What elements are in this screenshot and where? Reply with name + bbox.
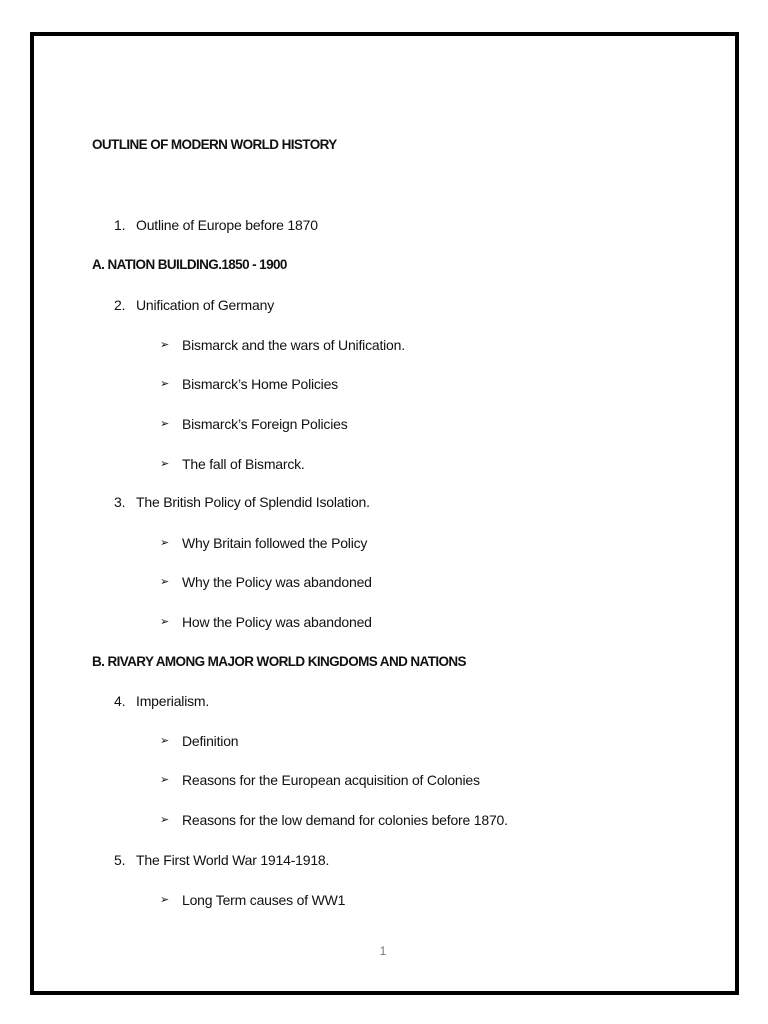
bullet-text: Why the Policy was abandoned	[182, 574, 372, 590]
bullet-text: Reasons for the European acquisition of Colonies	[182, 772, 480, 788]
bullet-text: Bismarck’s Home Policies	[182, 376, 338, 392]
item-text: Unification of Germany	[136, 297, 274, 313]
item-number: 5.	[114, 852, 126, 868]
item-text: Imperialism.	[136, 693, 210, 709]
arrow-bullet-icon: ➢	[160, 576, 170, 588]
page-number: 1	[379, 944, 387, 958]
section-heading: A. NATION BUILDING.1850 - 1900	[92, 257, 287, 272]
bullet-text: Why Britain followed the Policy	[182, 535, 368, 551]
bullet-text: How the Policy was abandoned	[182, 614, 372, 630]
item-number: 1.	[114, 217, 126, 233]
item-number: 4.	[114, 693, 126, 709]
item-text: The First World War 1914-1918.	[136, 852, 330, 868]
arrow-bullet-icon: ➢	[160, 894, 170, 906]
item-number: 3.	[114, 494, 126, 510]
arrow-bullet-icon: ➢	[160, 418, 170, 430]
item-text: The British Policy of Splendid Isolation.	[136, 494, 370, 510]
arrow-bullet-icon: ➢	[160, 774, 170, 786]
arrow-bullet-icon: ➢	[160, 537, 170, 549]
document-title: OUTLINE OF MODERN WORLD HISTORY	[92, 137, 337, 152]
bullet-text: Bismarck’s Foreign Policies	[182, 416, 348, 432]
document-page	[30, 32, 739, 995]
item-number: 2.	[114, 297, 126, 313]
bullet-text: The fall of Bismarck.	[182, 456, 305, 472]
bullet-text: Long Term causes of WW1	[182, 892, 346, 908]
arrow-bullet-icon: ➢	[160, 616, 170, 628]
arrow-bullet-icon: ➢	[160, 458, 170, 470]
arrow-bullet-icon: ➢	[160, 735, 170, 747]
arrow-bullet-icon: ➢	[160, 814, 170, 826]
arrow-bullet-icon: ➢	[160, 339, 170, 351]
bullet-text: Definition	[182, 733, 239, 749]
arrow-bullet-icon: ➢	[160, 378, 170, 390]
bullet-text: Reasons for the low demand for colonies before 1870.	[182, 812, 508, 828]
section-heading: B. RIVARY AMONG MAJOR WORLD KINGDOMS AND NATIONS	[92, 654, 466, 669]
item-text: Outline of Europe before 1870	[136, 217, 318, 233]
bullet-text: Bismarck and the wars of Unification.	[182, 337, 405, 353]
